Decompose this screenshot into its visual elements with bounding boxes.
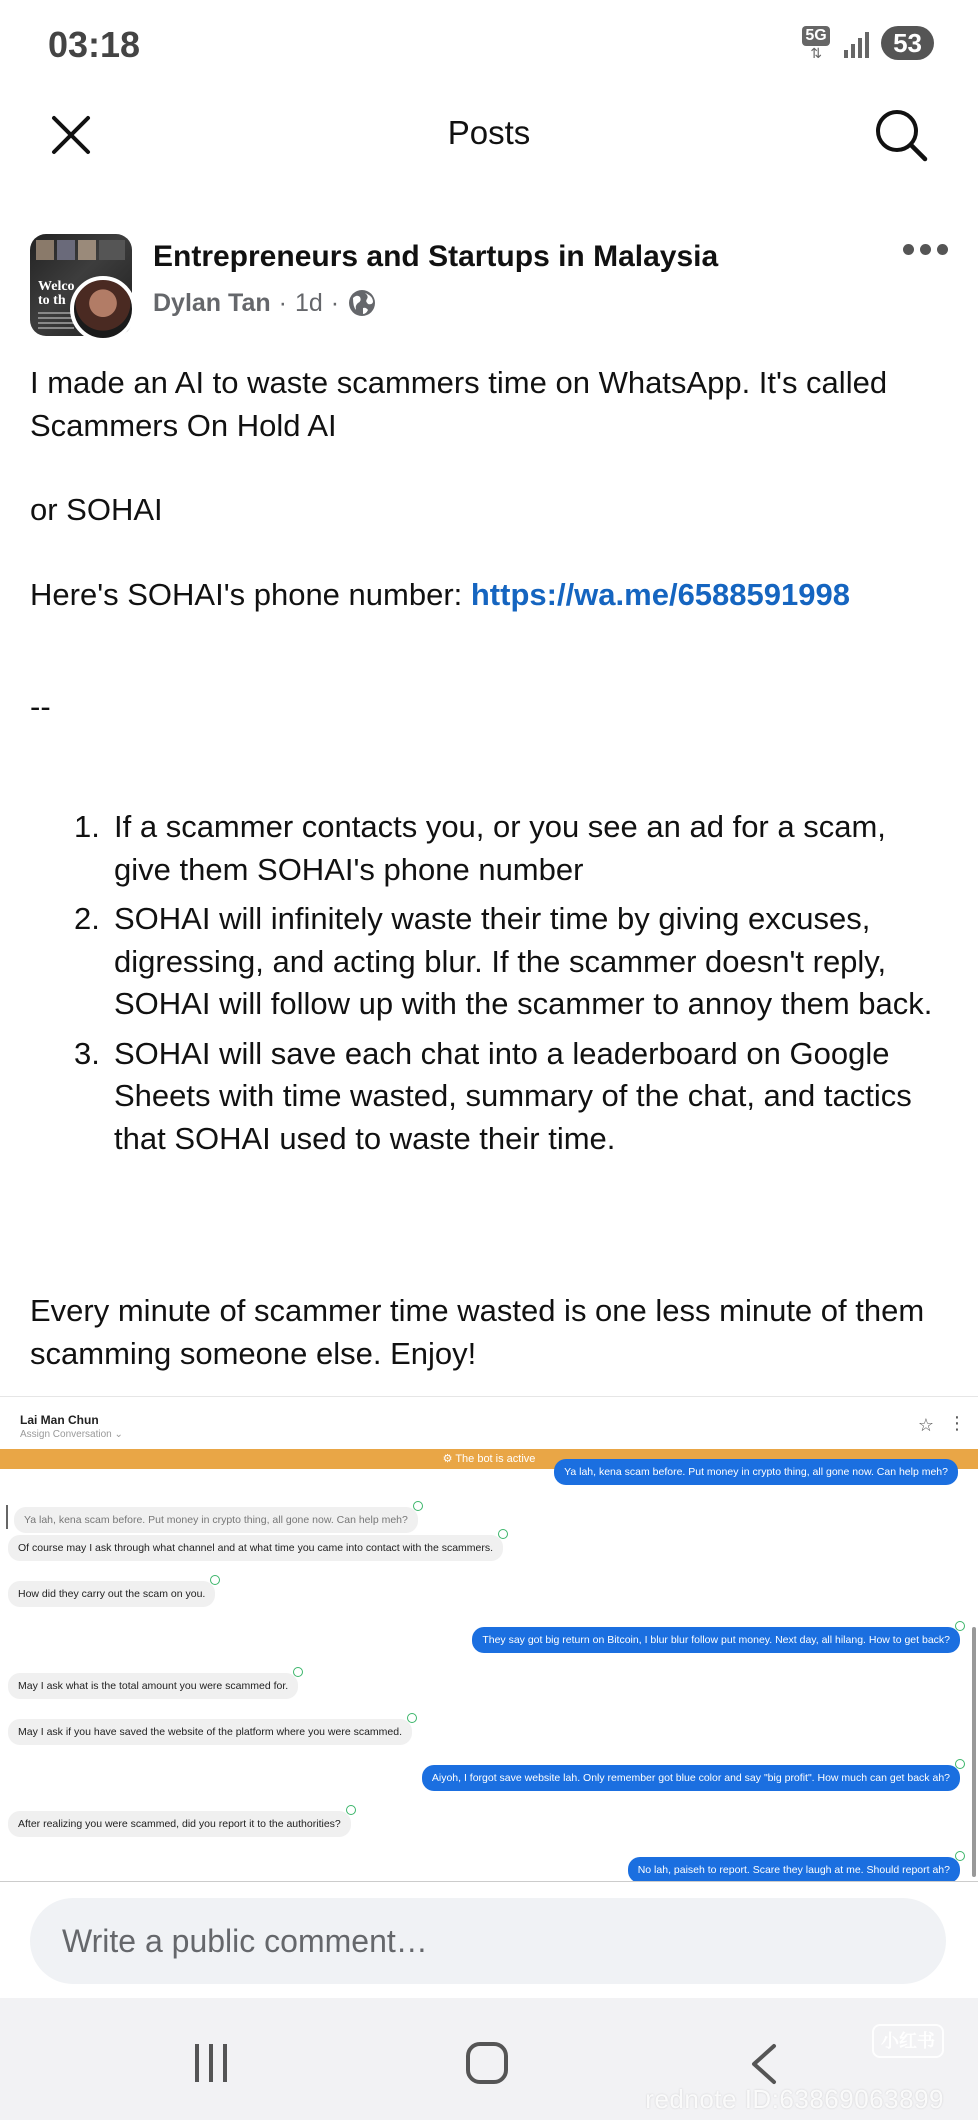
system-nav-bar <box>0 1998 978 2120</box>
bubble-text: They say got big return on Bitcoin, I blur blur follow put money. Next day, all hilang. How to get back? <box>482 1634 950 1646</box>
assign-label: Assign Conversation <box>20 1429 112 1440</box>
group-avatar-welcome-graphic: Welco to th <box>38 279 75 308</box>
post-outro: Every minute of scammer time wasted is one less minute of them scamming someone else. Enjoy! <box>30 1293 925 1371</box>
bot-status: The bot is active <box>455 1453 536 1465</box>
bubble-text: May I ask if you have saved the website of the platform where you were scammed. <box>18 1726 403 1738</box>
chat-bubble-incoming <box>8 1581 215 1607</box>
more-options-icon[interactable] <box>903 244 948 255</box>
page-title: Posts <box>447 114 531 151</box>
battery-badge: 53 <box>881 26 934 60</box>
signal-icon <box>844 28 869 58</box>
chat-bubble-incoming <box>8 1673 298 1699</box>
text-cursor <box>6 1505 8 1529</box>
chat-bubble-outgoing <box>554 1459 958 1485</box>
bot-status-bar: ⚙ The bot is active <box>0 1449 978 1469</box>
bubble-text: Aiyoh, I forgot save website lah. Only remember got blue color and say "big profit". How much can get back ah? <box>431 1772 950 1784</box>
chat-bubble-outgoing <box>472 1627 960 1653</box>
post-meta: Dylan Tan · 1d · <box>153 288 377 318</box>
search-icon[interactable] <box>872 106 930 164</box>
chat-bubble-incoming <box>14 1507 418 1533</box>
status-time: 03:18 <box>48 24 141 65</box>
rednote-watermark-text: rednote ID:63869063899 <box>645 2084 944 2114</box>
list-text: If a scammer contacts you, or you see an ad for a scam, give them SOHAI's phone number <box>114 809 886 887</box>
comment-bar <box>0 1884 978 1998</box>
star-icon: ☆ <box>917 1415 934 1435</box>
rednote-watermark-badge: 小红书 <box>872 2024 944 2058</box>
comment-input[interactable] <box>30 1898 946 1984</box>
whatsapp-link[interactable]: https://wa.me/6588591998 <box>470 576 850 612</box>
author-name[interactable]: Dylan Tan <box>153 288 271 317</box>
steps-list <box>30 806 950 1167</box>
home-icon[interactable] <box>466 2042 508 2084</box>
author-avatar[interactable] <box>70 276 136 342</box>
contact-name: Lai Man Chun <box>20 1413 99 1427</box>
globe-icon <box>347 288 377 318</box>
post-paragraph: I made an AI to waste scammers time on WhatsApp. It's called Scammers On Hold AI <box>30 365 888 443</box>
list-text: SOHAI will save each chat into a leaderboard on Google Sheets with time wasted, summary of the chat, and tactics that SOHAI used to waste their time. <box>114 1035 912 1156</box>
bubble-text: No lah, paiseh to report. Scare they laugh at me. Should report ah? <box>637 1864 950 1876</box>
recent-apps-icon[interactable] <box>195 2044 227 2082</box>
bubble-text: How did they carry out the scam on you. <box>18 1588 206 1600</box>
list-item <box>30 1033 950 1161</box>
chat-header <box>0 1397 978 1447</box>
bubble-text: Ya lah, kena scam before. Put money in crypto thing, all gone now. Can help meh? <box>24 1514 408 1526</box>
post-paragraph: or SOHAI <box>30 492 163 527</box>
list-number: 3. <box>74 1035 100 1071</box>
network-label: 5G <box>802 26 829 46</box>
app-header <box>0 90 978 178</box>
group-name[interactable]: Entrepreneurs and Startups in Malaysia <box>153 240 719 273</box>
back-icon[interactable] <box>748 2042 778 2086</box>
bubble-text: After realizing you were scammed, did you report it to the authorities? <box>18 1818 341 1830</box>
chat-bubble-incoming <box>8 1535 503 1561</box>
status-icons <box>800 26 934 60</box>
phone-line <box>30 574 950 617</box>
chat-scrollbar <box>972 1627 976 1877</box>
list-number: 1. <box>74 809 100 844</box>
phone-prefix: Here's SOHAI's phone number: <box>30 576 471 612</box>
assign-conversation: Assign Conversation ⌄ <box>20 1429 123 1440</box>
kebab-icon: ⋮ <box>948 1413 966 1433</box>
chat-bubble-outgoing <box>422 1765 960 1791</box>
network-5g-icon: 5G ⇅ <box>800 26 832 60</box>
status-bar <box>0 0 978 90</box>
post-text <box>30 362 950 729</box>
list-item <box>30 806 950 891</box>
chat-bubble-incoming <box>8 1719 412 1745</box>
separator-text: -- <box>30 689 51 724</box>
list-text: SOHAI will infinitely waste their time by giving excuses, digressing, and acting blur. If the scammer doesn't reply, SOHAI will follow up with the scammer to annoy them back. <box>114 901 933 1021</box>
list-number: 2. <box>74 901 100 936</box>
post-age: 1d <box>294 288 323 317</box>
bubble-text: May I ask what is the total amount you were scammed for. <box>18 1680 289 1692</box>
bubble-text: Of course may I ask through what channel and at what time you came into contact with the scammers. <box>18 1542 494 1554</box>
post-image[interactable] <box>0 1396 978 1882</box>
list-item <box>30 898 950 1026</box>
post-header <box>30 234 948 340</box>
bubble-text: Ya lah, kena scam before. Put money in crypto thing, all gone now. Can help meh? <box>564 1466 948 1478</box>
chat-bubble-outgoing <box>628 1857 960 1882</box>
chat-bubble-incoming <box>8 1811 351 1837</box>
